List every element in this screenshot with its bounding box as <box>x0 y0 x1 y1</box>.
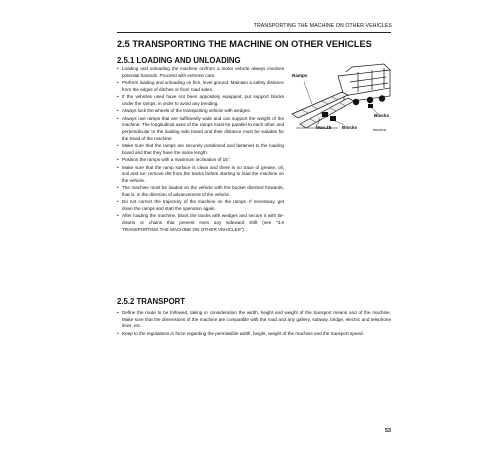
header-divider <box>117 32 391 33</box>
list-item: • Loading and unloading the machine on/from a motor vehicle always involves potential hazards. Proceed with extreme care. <box>117 66 284 79</box>
list-item: • Keep to the regulations in force regarding the permissible width, height, weight of the machine and the transport speed. <box>117 331 391 338</box>
figure-code: B5N00045 <box>373 128 387 132</box>
section-title: 2.5 TRANSPORTING THE MACHINE ON OTHER VEHICLES <box>117 39 372 49</box>
list-item: • Define the route to be followed, taking in consideration the width, height and weight of the transport means and of the machine. Make sure that the dimensions of the machine are compatible with the road and any gallery, subway, bridge, electric and telephone lines, etc. <box>117 310 391 330</box>
label-ramps: Ramps <box>292 73 308 78</box>
subsection-title-loading: 2.5.1 LOADING AND UNLOADING <box>117 56 241 65</box>
list-item: • Perform loading and unloading on firm, level ground. Maintain a safety distance from the edges of ditches or from road sides. <box>117 80 284 93</box>
list-item: • Always use ramps that are sufficiently wide and can support the weight of the machine. The longitudinal axes of the ramps must be parallel to each other and perpendicular to the loading side board and their distance must be suitable for the tread of the machine. <box>117 116 284 142</box>
list-item: • If the vehicles used have not been appositely equipped, put support blocks under the ramps, in order to avoid any bending. <box>117 94 284 107</box>
list-item: • Always lock the wheels of the transporting vehicle with wedges. <box>117 108 284 115</box>
list-item: • Make sure that the ramps are securely positioned and fastened to the loading board and that they have the same length. <box>117 143 284 156</box>
transport-bullet-list <box>117 310 391 338</box>
ramp-loading-figure <box>286 62 392 136</box>
label-blocks-right: Blocks <box>374 113 390 118</box>
list-item: • Do not correct the trajectory of the machine on the ramps. If necessary, get down the ramps and start the operation again. <box>117 199 284 212</box>
list-item: • Position the ramps with a maximum inclination of 15°. <box>117 157 284 164</box>
label-max-inclination: Max.15 <box>316 125 332 130</box>
list-item: • Make sure that the ramp surface is clean and there is no trace of grease, oil, soil and ice; remove dirt from the tracks before starting to load the machine on the vehicle. <box>117 165 284 185</box>
page-number: 53 <box>385 428 391 434</box>
loading-bullet-list <box>117 66 284 234</box>
running-header: TRANSPORTING THE MACHINE ON OTHER VEHICLES <box>253 23 392 29</box>
label-blocks-bottom: Blocks <box>342 125 358 130</box>
list-item: • After loading the machine, block the tracks with wedges and secure it with tie-downs or chains that prevent even any sideward shift (see "3.9 TRANSPORTING THE MACHINE ON OTHER VEHICLES"). <box>117 213 284 233</box>
list-item: • The machine must be loaded on the vehicle with the bucket directed forwards, that is, in the direction of advancement of the vehicle. <box>117 185 284 198</box>
subsection-title-transport: 2.5.2 TRANSPORT <box>117 297 186 306</box>
